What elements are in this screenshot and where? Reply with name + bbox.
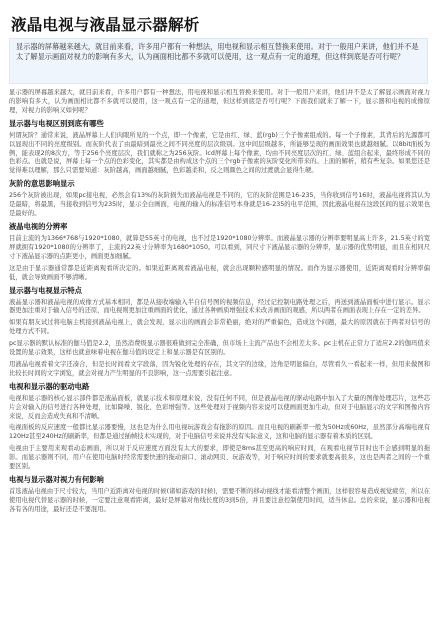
section-heading: 显示器与电视显示特点	[9, 285, 82, 295]
section-heading: 显示器与电视区别到底有哪些	[9, 118, 104, 128]
paragraph: 液晶显示器和液晶电视的成像方式基本相同，都是从接收端输入半自信号图的视频信息，经过记控制电路处理之后，再送到液晶面板中进行显示。显示器更加注重对于输入信号的还原，而电视则更加注重画面的优化，通过各种画质增强技术来改善画面的观感，所以两者在画面表现上存在一定的差异。	[9, 298, 430, 315]
paragraph: 这是由于显示器通常都是近距离观看所决定的。如果近距离观看液晶电视，就会出现颗粒感明显的情况。而作为显示器使用，近距离观看时分辨率偏低，就会导致画面不够清晰。	[9, 264, 430, 281]
paragraph: pc显示器的默认标准的伽马值是2.2，虽然消费级显示器很难做到完全准确，但市场上主流产品也不会相差太多。pc主机在正常力了适应2.2的伽玛值来设置的显示效果，这样也就意味着电视在伽马值的设定上和显示器是有区别的。	[9, 340, 430, 357]
paragraph: 电视面板的反应速度一般都比显示器要慢，这也是为什么用电视玩游戏会有拖影的原因。而且电视的刷新率一般为50Hz或60Hz，虽然部分高端电视有120Hz甚至240Hz的刷新率，但都是通过插帧技术实现的，对于电脑信号来说并没有实际意义，这和电脑的显示器有着本质的区别。	[9, 424, 430, 441]
summary-box: 显示器的屏幕越来越大，就目前来看，许多用户都有一种想法，用电视和显示相互替换来使用。对于一般用户来讲，他们并不是太了解显示画面对视力的影响有多大，认为画面相比都不多就可以使用，这一观点有一定的道理，但这样到底是否可行呢？	[9, 38, 428, 84]
paragraph: 显示器的屏幕越来越大，就目前来看，许多用户都有一种想法，用电视和显示相互替换来使用。对于一般用户来讲，他们并不是太了解显示画面对视力的影响有多大，认为画面相比都不多就可以使用，这一观点有一定的道理，但这样到底是否可行呢？下面我们就来了解一下，显示器和电视的成像原理，对视力的影响又如何呢？	[9, 89, 430, 114]
paragraph: 电视和显示器的核心显示部件都是液晶面板，就显示技术和原理来说，没有任何不同，但是液晶电视的驱动电路中加入了大量的图像处理芯片，这些芯片会对输入的信号进行各种处理，比如降噪、锐化、色彩增强等。这些处理对于视频内容来说可以使画面更加生动，但对于电脑显示的文字和图像内容来说，反而会造成失真和不清晰。	[9, 394, 430, 420]
paragraph: 用液晶电视看着文字还凑合，但是长时间看文字段落，因为锐化处理的存在，其文字的边缘，边角是明显偏白，尽管看久一看起来一样，但用来做图和比较长时间的文字浏览，就会对视力产生明显的不良影响，这一点需要引起注意。	[9, 360, 430, 377]
section-heading: 灰阶的意思影响显示	[9, 179, 75, 189]
paragraph: 首选液晶电视由于尺寸较大，当用户近距离对电视的时候(诸如游戏的时候)，需要不断的移动视线才能看清整个画面，这样很容易造成视觉疲劳，所以在使用电视代替显示器的时候，一定要注意观看距离，最好是屏幕对角线长度的3到5倍，并且要注意控制使用时间，适当休息。总的来说，显示器和电视各有各的用途，最好还是不要混用。	[9, 488, 430, 513]
paragraph: 如果有朋友试过将电脑主机接到液晶电视上，就会发现，显示出的画面会非常艳丽，绝对的严重偏色，造成这个问题，最大的原因就在于两者对信号的处理方式不同。	[9, 319, 430, 336]
page-title: 液晶电视与液晶显示器解析	[11, 16, 200, 34]
paragraph: 电视由于主要用来观看动态画面，所以对于反应速度方面没有太大的要求，即使是8ms甚至更高的响应时间，在观看电视节目时也不会感到明显的拖影。而显示器则不同，用户在使用电脑时经常需要快速的拖动窗口、滚动网页、玩游戏等，对于响应时间的要求就要高很多，这也是两者之间的一个重要区别。	[9, 445, 430, 471]
article-body	[9, 89, 430, 615]
paragraph: 256个灰阶被出现，如果pc接电视，必然会有13%的灰阶损失而液晶电视是不同的，它的灰阶范围是16-235，当你收到信号16时，液晶电视将其认为是最暗，将最黑，当接收到信号为235时，显示全白画面，电视的输入的标准信号本身就是16-235的电平范围，因此液晶电视在这段区间的显示效果也是最好的。	[9, 192, 430, 218]
paragraph: 何谓灰阶？通常来说，液晶屏幕上人们肉眼所见的一个点，即一个像素，它是由红、绿、蓝(rgb)三个子像素组成的。每一个子像素，其背后的光源都可以显现出不同的亮度级别。而灰阶代表了由最暗到最亮之间不同亮度的层次级别。这中间层级越多，所能够呈现的画面效果也就越细腻。以8bit面板为例，能表现2的8次方，等于256个亮度层次，我们就称之为256灰阶。lcd屏幕上每个像素，均由不同亮度层次的红、绿、蓝组合起来，最终形成不同的色彩点。也就是说，屏幕上每一个点的色彩变化，其实都是由构成这个点的三个rgb子像素的灰阶变化所带来的。上面的解析，稍有些复杂。如果您还是觉得难以理解，那么只需要知道：灰阶越高，画面越细腻，色彩越柔和，反之则颜色之间的过渡就会显得生硬。	[9, 131, 430, 175]
paragraph: 目前主流的为1366*768与1920*1080，就算是55英寸的电视，也不过是1920*1080分辨率。而液晶显示器的分辨率要明显高上许多，21.5英寸的宽屏就拥有1920*1080的分辨率了，主流的22英寸分辨率为1680*1050。可以看到，同尺寸下液晶显示器的分辨率，显示器的优势明显，而且在相同尺寸下液晶显示器的点距更小，画面更加细腻。	[9, 234, 430, 260]
section-heading: 电视和显示器的驱动电路	[9, 381, 90, 391]
section-heading: 液晶电视的分辨率	[9, 221, 68, 231]
section-heading: 电视与显示器对视力有何影响	[9, 475, 104, 484]
